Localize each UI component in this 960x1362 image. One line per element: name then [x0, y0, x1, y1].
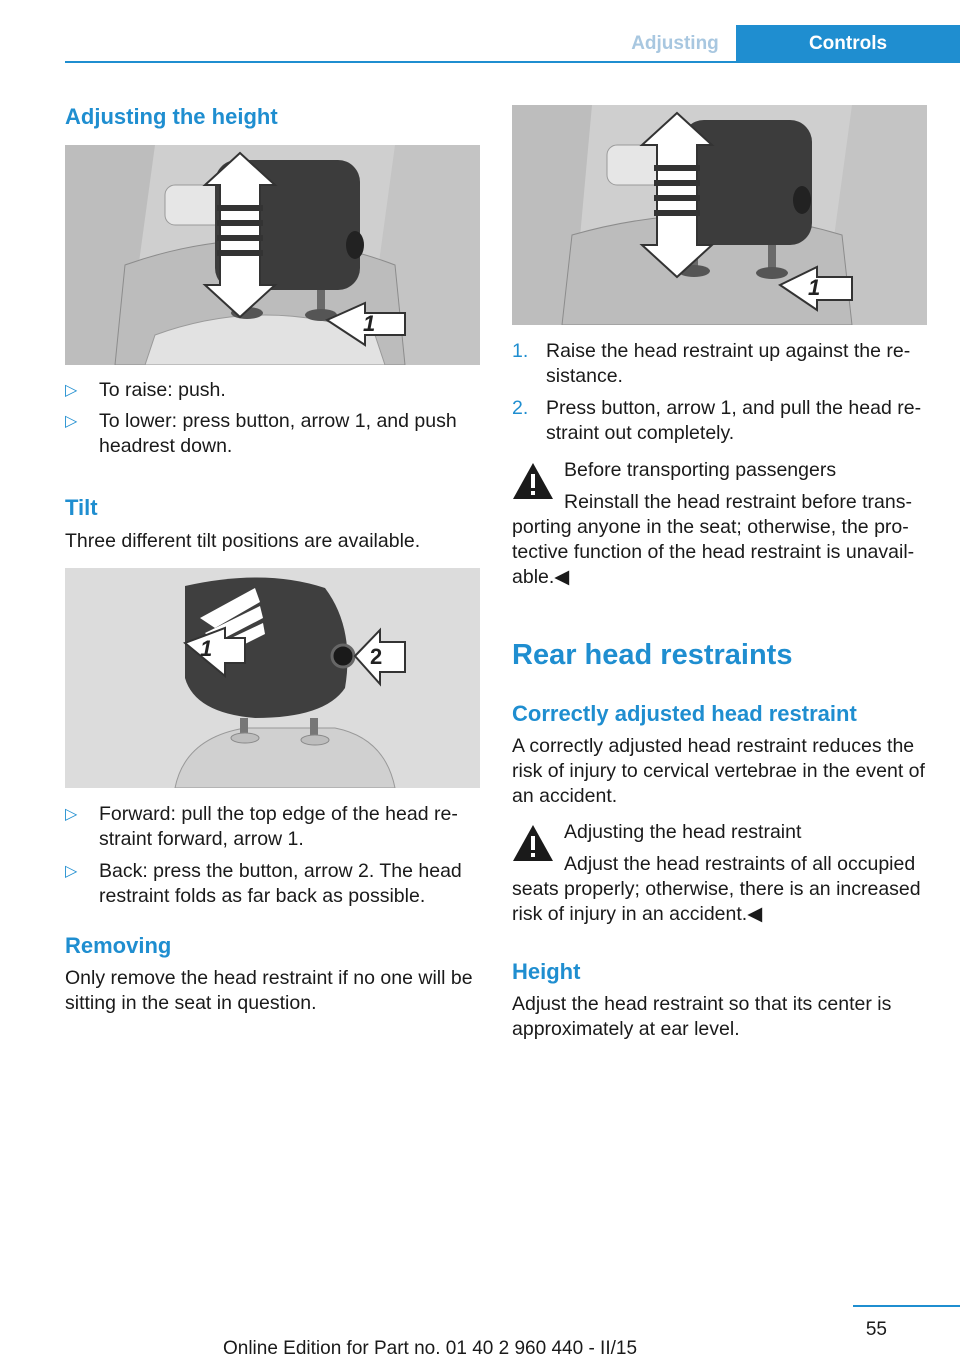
edition-note: Online Edition for Part no. 01 40 2 960 440 - II/15: [222, 1338, 638, 1359]
step-number: 2.: [512, 397, 529, 419]
triangle-bullet-icon: ▷: [65, 413, 78, 430]
triangle-bullet-icon: ▷: [65, 806, 78, 823]
warning-text: Reinstall the head restraint before transporting anyone in the seat; otherwise, the protective function of the head restraint is unavailable.◀: [512, 491, 915, 588]
figure-callout-1: 1: [363, 311, 376, 336]
page-number: 55: [865, 1319, 887, 1340]
figure-callout-1: 1: [808, 275, 821, 300]
header-chapter-tab: Controls: [736, 25, 960, 61]
list-item: ▷ To raise: push.: [65, 379, 226, 401]
figure-headrest-tilt: [65, 568, 480, 788]
list-item: ▷ Back: press the button, arrow 2. The head restraint folds as far back as possible.: [65, 860, 462, 907]
list-item: 1. Raise the head restraint up against the resistance.: [512, 340, 911, 387]
correct-text: A correctly adjusted head restraint reduces the risk of injury to cervical vertebrae in the event of an accident.: [512, 735, 925, 807]
list-item: ▷ Forward: pull the top edge of the head restraint forward, arrow 1.: [65, 803, 458, 850]
figure-headrest-height: [65, 145, 480, 365]
list-item: 2. Press button, arrow 1, and pull the head restraint out completely.: [512, 397, 922, 444]
heading-correctly-adjusted: Correctly adjusted head restraint: [512, 701, 857, 726]
figure-callout-1: 1: [200, 636, 213, 661]
figure-callout-2: 2: [370, 644, 383, 669]
warning-title: Adjusting the head restraint: [564, 821, 802, 843]
heading-height: Height: [512, 959, 581, 984]
height-text: Adjust the head restraint so that its center is approximately at ear level.: [512, 993, 892, 1040]
step-number: 1.: [512, 340, 529, 362]
removing-text: Only remove the head restraint if no one will be sitting in the seat in question.: [65, 967, 473, 1014]
heading-rear-head-restraints: Rear head restraints: [512, 639, 793, 671]
tilt-intro: Three different tilt positions are available.: [65, 530, 421, 552]
header-rule: [65, 61, 960, 63]
footer-rule: [853, 1305, 960, 1307]
triangle-bullet-icon: ▷: [65, 863, 78, 880]
warning-text: Adjust the head restraints of all occupied seats properly; otherwise, there is an increased risk of injury in an accident.◀: [512, 853, 921, 925]
triangle-bullet-icon: ▷: [65, 382, 78, 399]
warning-title: Before transporting passengers: [564, 459, 837, 481]
heading-tilt: Tilt: [65, 495, 98, 520]
list-item: ▷ To lower: press button, arrow 1, and push headrest down.: [65, 410, 457, 457]
header-section-tab: Adjusting: [631, 32, 719, 54]
figure-headrest-removal: [512, 105, 927, 325]
heading-adjusting-height: Adjusting the height: [65, 104, 278, 129]
heading-removing: Removing: [65, 933, 172, 958]
